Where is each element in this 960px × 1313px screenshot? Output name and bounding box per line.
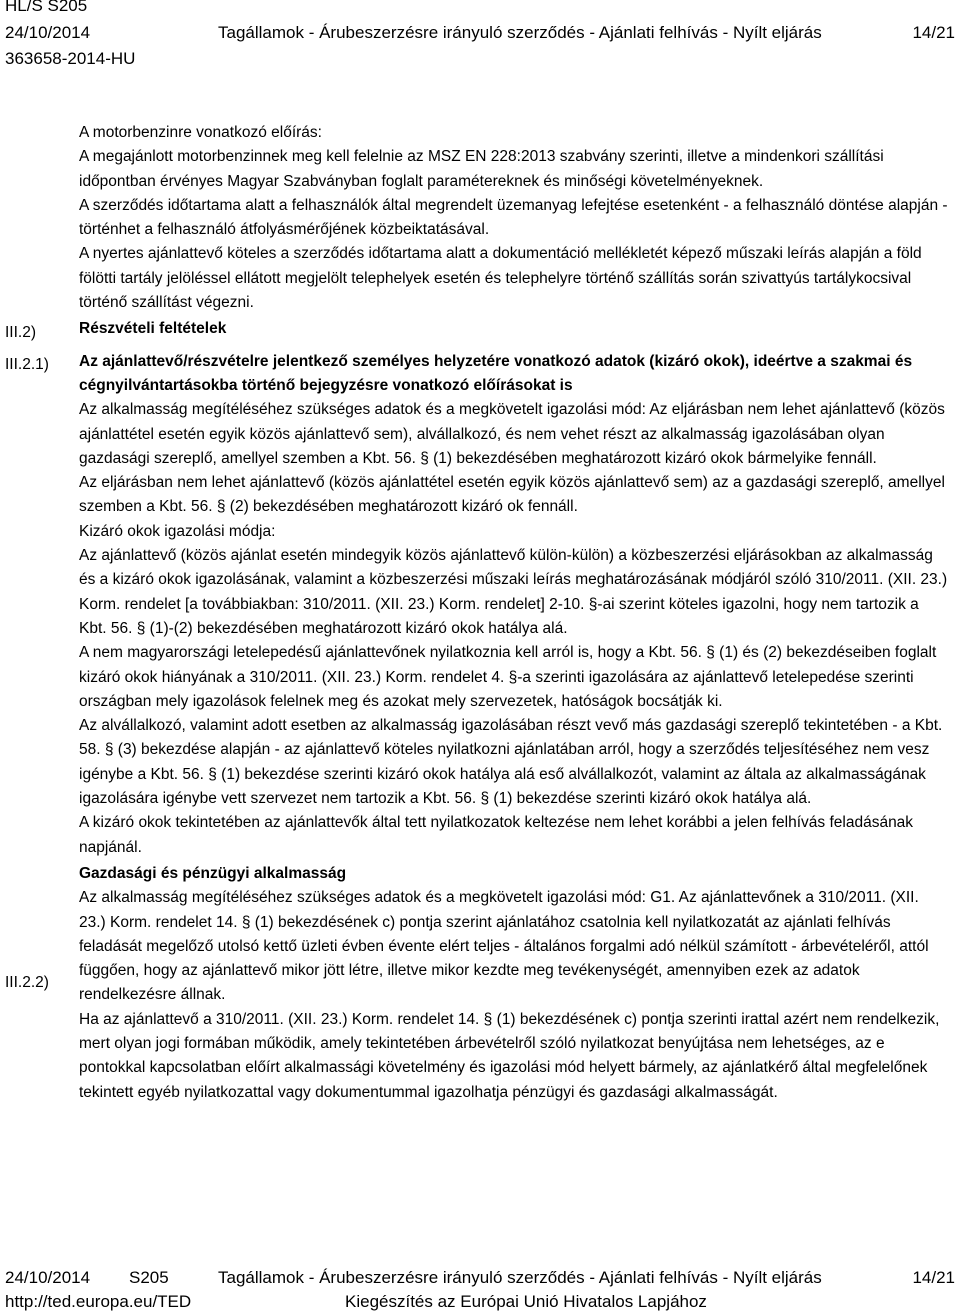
paragraph: A megajánlott motorbenzinnek meg kell felelnie az MSZ EN 228:2013 szabvány szerinti, illetve a mindenkori szállítási időpontban érvényes Magyar Szabványban foglalt paramétereknek és minőségi követelményeknek.	[79, 148, 884, 190]
section-heading-participation: Részvételi feltételek	[79, 320, 227, 338]
paragraph: A motorbenzinre vonatkozó előírás:	[79, 124, 322, 141]
header-journal-code: HL/S S205	[5, 0, 88, 15]
header-page-number: 14/21	[912, 23, 955, 42]
section-number-iii-2-1: III.2.1)	[5, 356, 49, 373]
paragraph: A szerződés időtartama alatt a felhasználók által megrendelt üzemanyag lefejtése esetenként - a felhasználó döntése alapján - történhet a felhasználó átfolyásmérőjének közbeiktatásával.	[79, 196, 948, 239]
paragraph: Az alvállalkozó, valamint adott esetben az alkalmasság igazolásában részt vevő más gazdasági szereplő tekintetében - a Kbt. 58. § (3) bekezdése alapján - az ajánlattevő köteles nyilatkozni ajánlatában arról, hogy a szerződés teljesítéséhez nem vesz igénybe a Kbt. 56. § (1) bekezdése szerinti kizáró okok hatálya alá eső alvállalkozót, valamint az általa az alkalmasságának igazolására igénybe vett szervezet nem tartozik a Kbt. 56. § (1) bekezdése szerinti kizáró okok hatálya alá.	[79, 717, 943, 808]
page-header	[5, 0, 955, 70]
section-number-iii-2: III.2)	[5, 324, 37, 341]
paragraph: A nem magyarországi letelepedésű ajánlattevőnek nyilatkoznia kell arról is, hogy a Kbt. 56. § (1) és (2) bekezdéseiben foglalt kizáró okok hiányának a 310/2011. (XII. 23.) Korm. rendelet 4. §-a szerinti igazolására az ajánlattevő letelepedése szerinti országban mely igazolások felelnek meg és azokat mely szervezetek, hatóságok bocsátják ki.	[79, 644, 937, 710]
section-heading-economic-financial: Gazdasági és pénzügyi alkalmasság	[79, 864, 347, 882]
paragraph: Az ajánlattevő (közös ajánlat esetén mindegyik közös ajánlattevő külön-külön) a közbeszerzési eljárásokban az alkalmasság és a kizáró okok igazolásának, valamint a közbeszerzési műszaki leírás meghatározásának módjáról szóló 310/2011. (XII. 23.) Korm. rendelet [a továbbiakban: 310/2011. (XII. 23.) Korm. rendelet] 2-10. §-ai szerint köteles igazolni, hogy nem tartozik a Kbt. 56. § (1)-(2) bekezdésében meghatározott kizáró okok hatálya alá.	[79, 547, 948, 637]
header-title: Tagállamok - Árubeszerzésre irányuló szerződés - Ajánlati felhívás - Nyílt eljárás	[218, 23, 822, 42]
paragraph: A kizáró okok tekintetében az ajánlattevők által tett nyilatkozatok keltezése nem lehet korábbi a jelen felhívás feladásának napjánál.	[79, 814, 914, 856]
document-body	[79, 121, 949, 1105]
paragraph: Az alkalmasság megítéléséhez szükséges adatok és a megkövetelt igazolási mód: G1. Az ajánlattevőnek a 310/2011. (XII. 23.) Korm. rendelet 14. § (1) bekezdésének c) pontja szerint ajánlatához csatolnia kell nyilatkozatát az ajánlati felhívás feladását megelőző utolsó kettő üzleti évben évente elért teljes - általános forgalmi adó nélkül számított - árbevételéről, attól függően, hogy az ajánlattevő mikor jött létre, illetve mikor kezdte meg tevékenységét, amennyiben ezek az adatok rendelkezésre állnak.	[79, 889, 929, 1004]
paragraph: Kizáró okok igazolási módja:	[79, 522, 276, 540]
section-number-iii-2-2: III.2.2)	[5, 974, 49, 991]
header-reference: 363658-2014-HU	[5, 49, 136, 68]
footer-page-number: 14/21	[912, 1268, 955, 1287]
section-heading-personal-situation: Az ajánlattevő/részvételre jelentkező személyes helyzetére vonatkozó adatok (kizáró okok), ideértve a szakmai és cégnyilvántartásokba történő bejegyzésre vonatkozó előírásokat is	[79, 352, 913, 394]
paragraph: Az eljárásban nem lehet ajánlattevő (közös ajánlattétel esetén egyik közös ajánlattevő sem) az a gazdasági szereplő, amellyel szemben a Kbt. 56. § (2) bekezdésében meghatározott kizáró ok fennáll.	[79, 474, 945, 516]
footer-title: Tagállamok - Árubeszerzésre irányuló szerződés - Ajánlati felhívás - Nyílt eljárás	[218, 1268, 822, 1287]
paragraph: A nyertes ajánlattevő köteles a szerződés időtartama alatt a dokumentáció mellékletét képező műszaki leírás alapján a föld fölötti tartály jelöléssel ellátott megjelölt telephelyek esetén és telephelyre történő szállítás során szivattyús tartálykocsival történő szállítást végezni.	[79, 245, 922, 312]
header-date: 24/10/2014	[5, 23, 91, 42]
footer-publisher: Kiegészítés az Európai Unió Hivatalos Lapjához	[345, 1292, 707, 1311]
paragraph: Az alkalmasság megítéléséhez szükséges adatok és a megkövetelt igazolási mód: Az eljárásban nem lehet ajánlattevő (közös ajánlattétel esetén egyik közös ajánlattevő sem), alvállalkozó, és nem vehet részt az alkalmasság igazolásában olyan gazdasági szereplő, amellyel szemben a Kbt. 56. § (1) bekezdésében meghatározott kizáró okok bármelyike fennáll.	[79, 401, 945, 467]
footer-journal-code: S205	[129, 1268, 169, 1287]
footer-date: 24/10/2014	[5, 1268, 91, 1287]
footer-url: http://ted.europa.eu/TED	[5, 1292, 192, 1311]
paragraph: Ha az ajánlattevő a 310/2011. (XII. 23.) Korm. rendelet 14. § (1) bekezdésének c) pontja szerinti irattal azért nem rendelkezik, mert olyan jogi formában működik, amely tekintetében árbevételről szóló nyilatkozat benyújtása nem lehetséges, az e pontokkal kapcsolatban előírt alkalmassági követelmény és igazolási mód helyett bármely, az ajánlatkérő által megfelelőnek tekintett egyéb nyilatkozattal vagy dokumentummal igazolhatja pénzügyi és gazdasági alkalmasságát.	[79, 1010, 940, 1101]
